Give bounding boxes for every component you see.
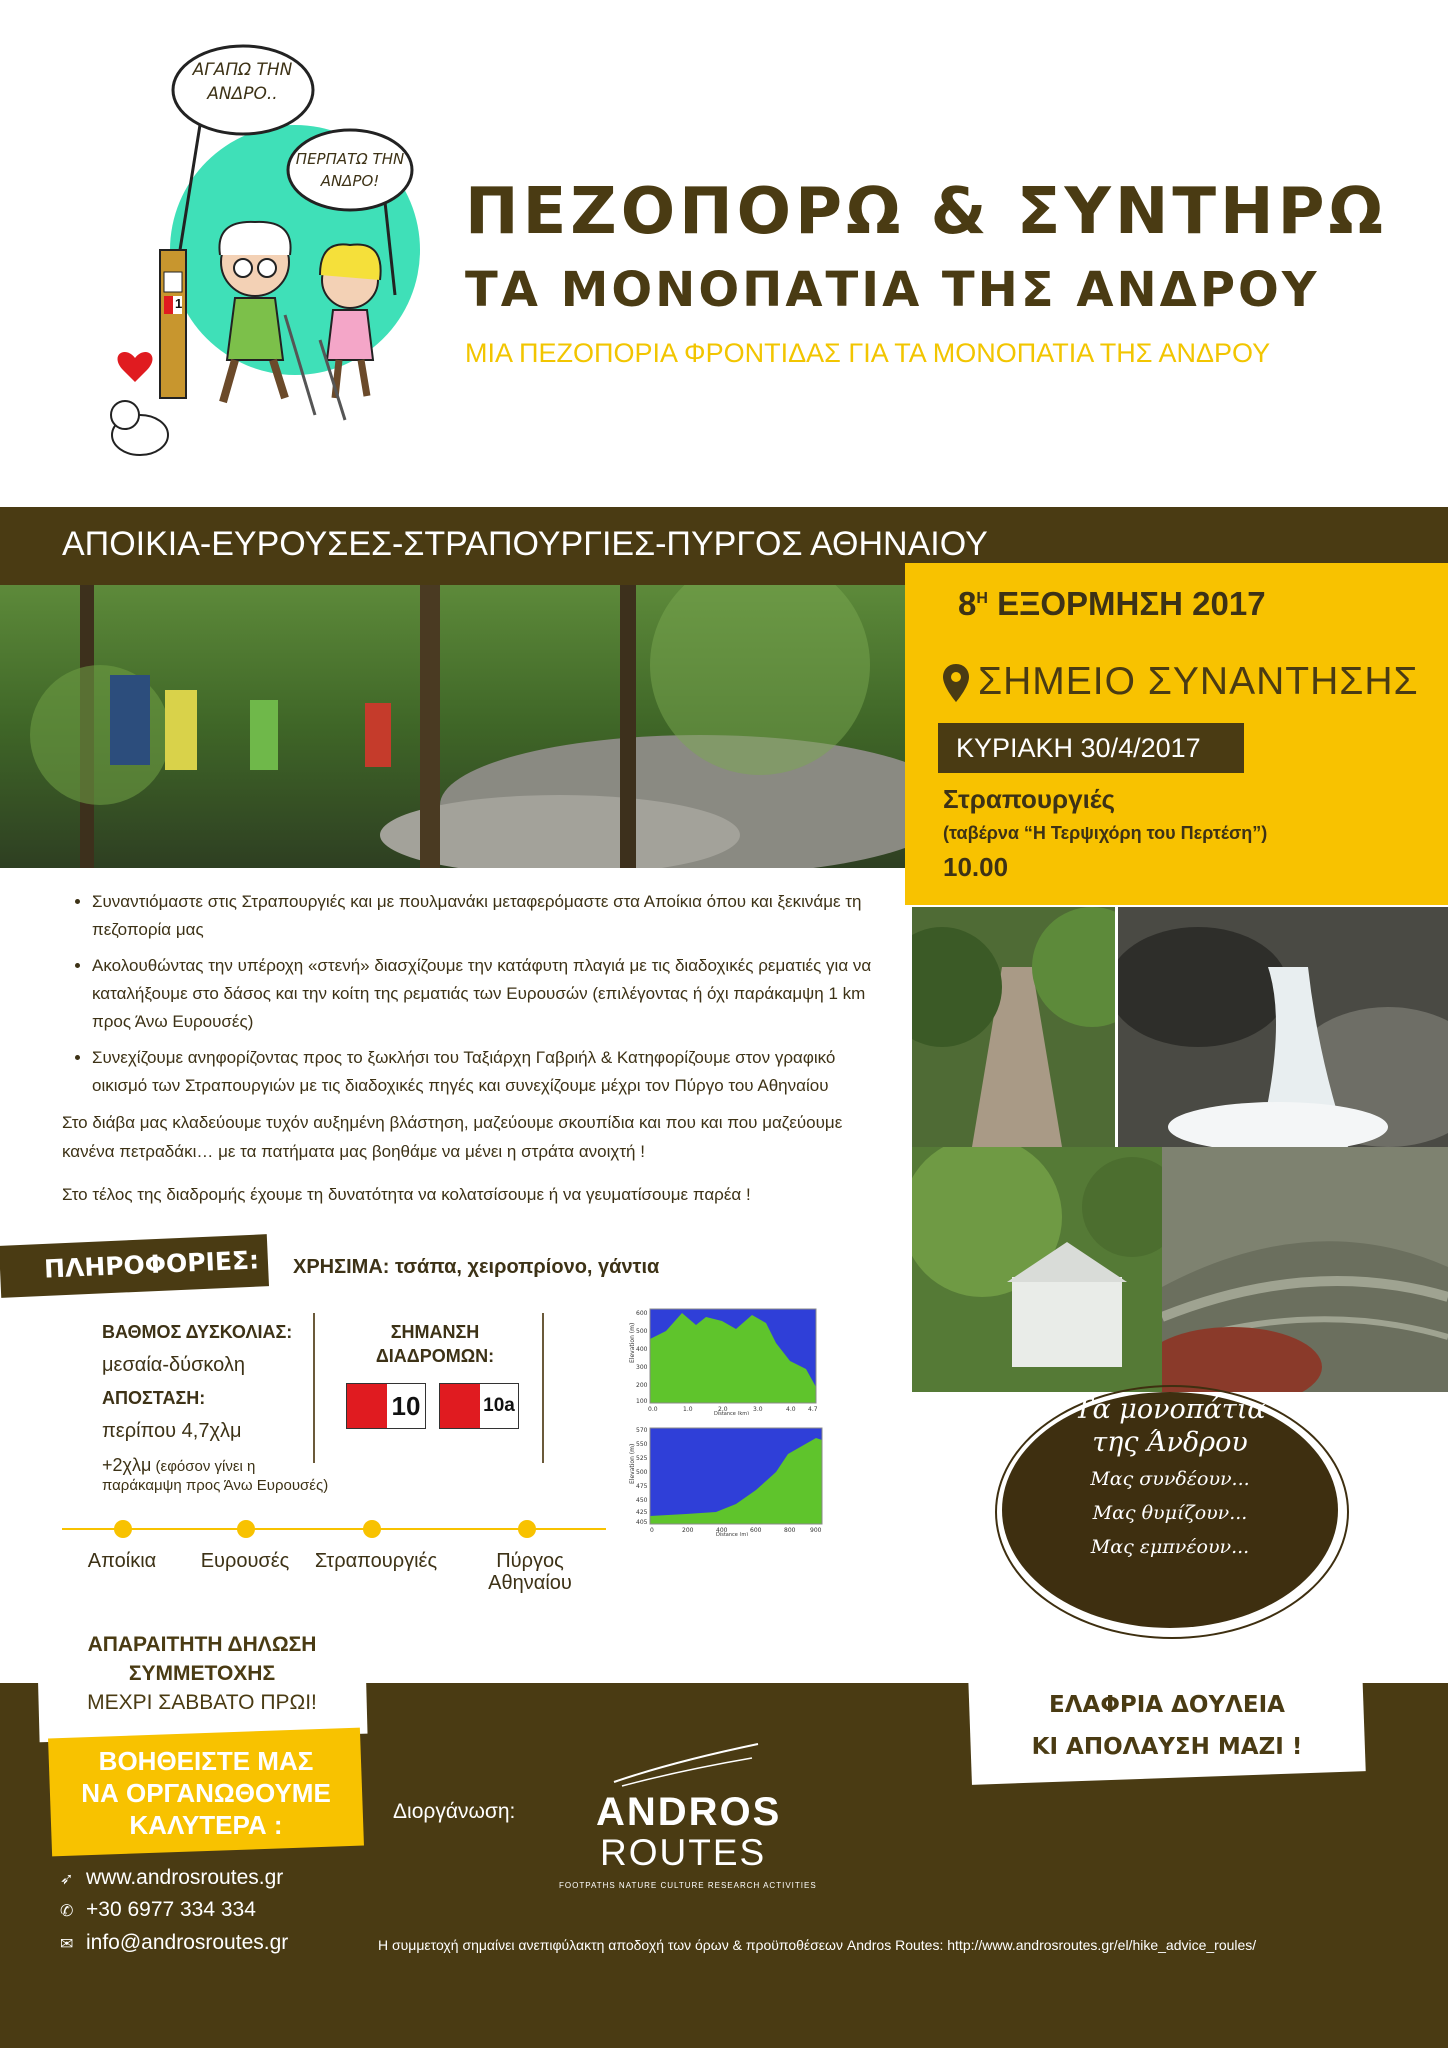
extra-distance: +2χλμ (εφόσον γίνει η παράκαμψη προς Άνω Ευρουσές) (102, 1455, 329, 1494)
stop-apoikia: Αποίκια (87, 1550, 157, 1572)
phone-link[interactable]: ✆ +30 6977 334 334 (60, 1898, 256, 1921)
description-list (60, 888, 880, 1108)
divider-2 (542, 1313, 544, 1463)
description-paragraph-1: Στο διάβα μας κλαδεύουμε τυχόν αυξημένη βλάστηση, μαζεύουμε σκουπίδια και που και που μαζεύουμε κανένα πετραδάκι… με τα πατήματα μας βοηθάμε να μένει η στράτα ανοιχτή ! (62, 1113, 843, 1161)
waterfall-photo (1118, 907, 1448, 1147)
terraces-photo (1162, 1147, 1448, 1392)
work-text: ΕΛΑΦΡΙΑ ΔΟΥΛΕΙΑ ΚΙ ΑΠΟΛΑΥΣΗ ΜΑΖΙ ! (1031, 1692, 1303, 1760)
list-item: • Συνεχίζουμε ανηφορίζοντας προς το ξωκλήσι του Ταξιάρχη Γαβριήλ & Κατηφορίζουμε στον γραφικό οικισμό των Στραπουργιών με τις διαδοχικές πηγές και συνεχίζουμε μέχρι τον Πύργο του Αθηναίου (92, 1044, 880, 1100)
phone-icon: ✆ (60, 1903, 74, 1920)
bubble-2-text: ΠΕΡΠΑΤΩ ΤΗΝ ΑΝΔΡΟ! (295, 150, 405, 190)
profile-2-ytick: 550 (636, 1441, 648, 1448)
profile-1-ytick: 300 (636, 1364, 648, 1371)
profile-2-xtick: 900 (810, 1527, 822, 1534)
help-text: ΒΟΗΘΕΙΣΤΕ ΜΑΣ ΝΑ ΟΡΓΑΝΩΘΟΥΜΕ ΚΑΛΥΤΕΡΑ : (81, 1746, 331, 1840)
trail-marker-10a: 10a (439, 1383, 519, 1429)
profile-1-xtick: 1.0 (683, 1406, 693, 1413)
timeline-dot (363, 1520, 381, 1538)
trail-marker-10: 10 (346, 1383, 426, 1429)
page-title: ΠΕΖΟΠΟΡΩ & ΣΥΝΤΗΡΩ (465, 175, 1387, 249)
profile-1-xtick: 0.0 (648, 1406, 658, 1413)
profile-1-ytick: 100 (636, 1398, 648, 1405)
info-label: ΠΛΗΡΟΦΟΡΙΕΣ: (43, 1245, 260, 1284)
chapel-photo (912, 1147, 1162, 1392)
andros-routes-logo-icon (612, 1742, 762, 1788)
distance-value: περίπου 4,7χλμ (102, 1420, 242, 1442)
meeting-time: 10.00 (943, 852, 1009, 882)
equipment-text: ΧΡΗΣΙΜΑ: τσάπα, χειροπρίονο, γάντια (293, 1256, 660, 1278)
meeting-place: Στραπουργιές (943, 784, 1116, 814)
logo-tagline: FOOTPATHS NATURE CULTURE RESEARCH ACTIVITIES (559, 1881, 817, 1890)
profile-1-xlabel: Distance (km) (714, 1411, 750, 1415)
list-item: • Συναντιόμαστε στις Στραπουργιές και με πουλμανάκι μεταφερόμαστε στα Αποίκια όπου και ξεκινάμε τη πεζοπορία μας (92, 888, 880, 944)
profile-2-ytick: 450 (636, 1497, 648, 1504)
bubble-1-text: ΑΓΑΠΩ ΤΗΝ ΑΝΔΡΟ.. (192, 60, 293, 104)
cursor-icon: ➶ (60, 1871, 74, 1888)
profile-1-xtick: 3.0 (753, 1406, 763, 1413)
stop-strapourgies: Στραπουργιές (314, 1550, 438, 1572)
profile-1-ytick: 600 (636, 1310, 648, 1317)
hikers-photo (0, 585, 905, 868)
envelope-icon: ✉ (60, 1936, 74, 1953)
profile-2-ytick: 475 (636, 1483, 648, 1490)
profile-1-ytick: 500 (636, 1328, 648, 1335)
event-date: ΚΥΡΙΑΚΗ 30/4/2017 (938, 723, 1244, 773)
profile-2-ytick: 500 (636, 1469, 648, 1476)
heart-icon (118, 352, 153, 382)
profile-1-ylabel: Elevation (m) (629, 1322, 636, 1363)
marking-label-2: ΔΙΑΔΡΟΜΩΝ: (375, 1346, 495, 1366)
route-title: ΑΠΟΙΚΙΑ-ΕΥΡΟΥΣΕΣ-ΣΤΡΑΠΟΥΡΓΙΕΣ-ΠΥΡΓΟΣ ΑΘΗΝΑΙΟΥ (62, 525, 988, 563)
page-title-line2: ΤΑ ΜΟΝΟΠΑΤΙΑ ΤΗΣ ΑΝΔΡΟΥ (465, 262, 1320, 318)
profile-2-ytick: 570 (636, 1427, 648, 1434)
profile-2-xtick: 800 (784, 1527, 796, 1534)
profile-2-xlabel: Distance (m) (716, 1532, 749, 1536)
meeting-place-detail: (ταβέρνα “Η Τερψιχόρη του Περτέση”) (943, 823, 1268, 843)
divider-1 (313, 1313, 315, 1463)
trail-post-number: 1 (175, 296, 183, 311)
page-subtitle: ΜΙΑ ΠΕΖΟΠΟΡΙΑ ΦΡΟΝΤΙΔΑΣ ΓΙΑ ΤΑ ΜΟΝΟΠΑΤΙΑ ΤΗΣ ΑΝΔΡΟΥ (465, 338, 1271, 368)
elevation-profile-2 (626, 1424, 826, 1536)
timeline-dot (237, 1520, 255, 1538)
profile-1-ytick: 400 (636, 1346, 648, 1353)
profile-2-xtick: 600 (750, 1527, 762, 1534)
profile-2-xtick: 0 (650, 1527, 654, 1534)
cartoon-illustration (95, 40, 435, 480)
event-title: $8^H$ ΕΞΟΡΜΗΣΗ 2017 (958, 585, 1266, 622)
path-photo (912, 907, 1115, 1147)
profile-2-xtick: 400 (716, 1527, 728, 1534)
profile-1-ytick: 200 (636, 1382, 648, 1389)
profile-1-xtick: 2.0 (718, 1406, 728, 1413)
list-item: • Ακολουθώντας την υπέροχη «στενή» διασχίζουμε την κατάφυτη πλαγιά με τις διαδοχικές ρεματιές για να καταλήξουμε στο δάσος και την κοίτη της ρεματιάς των Ευρουσών (επιλέγοντας ή όχι παράκαμψη 1 km προς Άνω Ευρουσές) (92, 952, 880, 1036)
difficulty-label: ΒΑΘΜΟΣ ΔΥΣΚΟΛΙΑΣ: (102, 1322, 293, 1342)
stop-evrouses: Ευρουσές (200, 1550, 290, 1572)
location-pin-icon (943, 664, 969, 702)
profile-2-ytick: 405 (636, 1519, 648, 1526)
organizer-label: Διοργάνωση: (393, 1800, 516, 1823)
marking-label-1: ΣΗΜΑΝΣΗ (390, 1322, 480, 1342)
profile-2-xtick: 200 (682, 1527, 694, 1534)
profile-2-ylabel: Elevation (m) (629, 1443, 636, 1484)
profile-1-xtick: 4.7 (808, 1406, 818, 1413)
difficulty-value: μεσαία-δύσκολη (102, 1354, 246, 1376)
stop-pyrgos: Πύργος Αθηναίου (488, 1550, 572, 1594)
elevation-profile-1 (626, 1303, 822, 1415)
profile-1-xtick: 4.0 (786, 1406, 796, 1413)
meeting-point-label: ΣΗΜΕΙΟ ΣΥΝΑΝΤΗΣΗΣ (978, 660, 1419, 703)
website-link[interactable]: ➶ www.androsroutes.gr (60, 1866, 284, 1889)
registration-text: ΑΠΑΡΑΙΤΗΤΗ ΔΗΛΩΣΗ ΣΥΜΜΕΤΟΧΗΣ ΜΕΧΡΙ ΣΑΒΒΑΤΟ ΠΡΩΙ! (87, 1633, 317, 1714)
profile-2-ytick: 525 (636, 1455, 648, 1462)
logo-text-routes: ROUTES (600, 1832, 767, 1873)
timeline-dot (114, 1520, 132, 1538)
distance-label: ΑΠΟΣΤΑΣΗ: (102, 1388, 206, 1408)
timeline-dot (518, 1520, 536, 1538)
disclaimer: Η συμμετοχή σημαίνει ανεπιφύλακτη αποδοχή των όρων & προϋποθέσεων Andros Routes: http://www.androsroutes.gr/el/hike_advice_roules/ (378, 1937, 1257, 1953)
description-paragraph-2: Στο τέλος της διαδρομής έχουμε τη δυνατότητα να κολατσίσουμε ή να γευματίσουμε παρέα ! (62, 1185, 751, 1204)
profile-2-ytick: 425 (636, 1509, 648, 1516)
slogan-text: Τα μονοπάτια της Άνδρου Μας συνδέουν... Μας θυμίζουν... Μας εμπνέουν... (1074, 1394, 1266, 1558)
email-link[interactable]: ✉ info@androsroutes.gr (60, 1931, 289, 1954)
logo-text-andros: ANDROS (596, 1790, 782, 1834)
